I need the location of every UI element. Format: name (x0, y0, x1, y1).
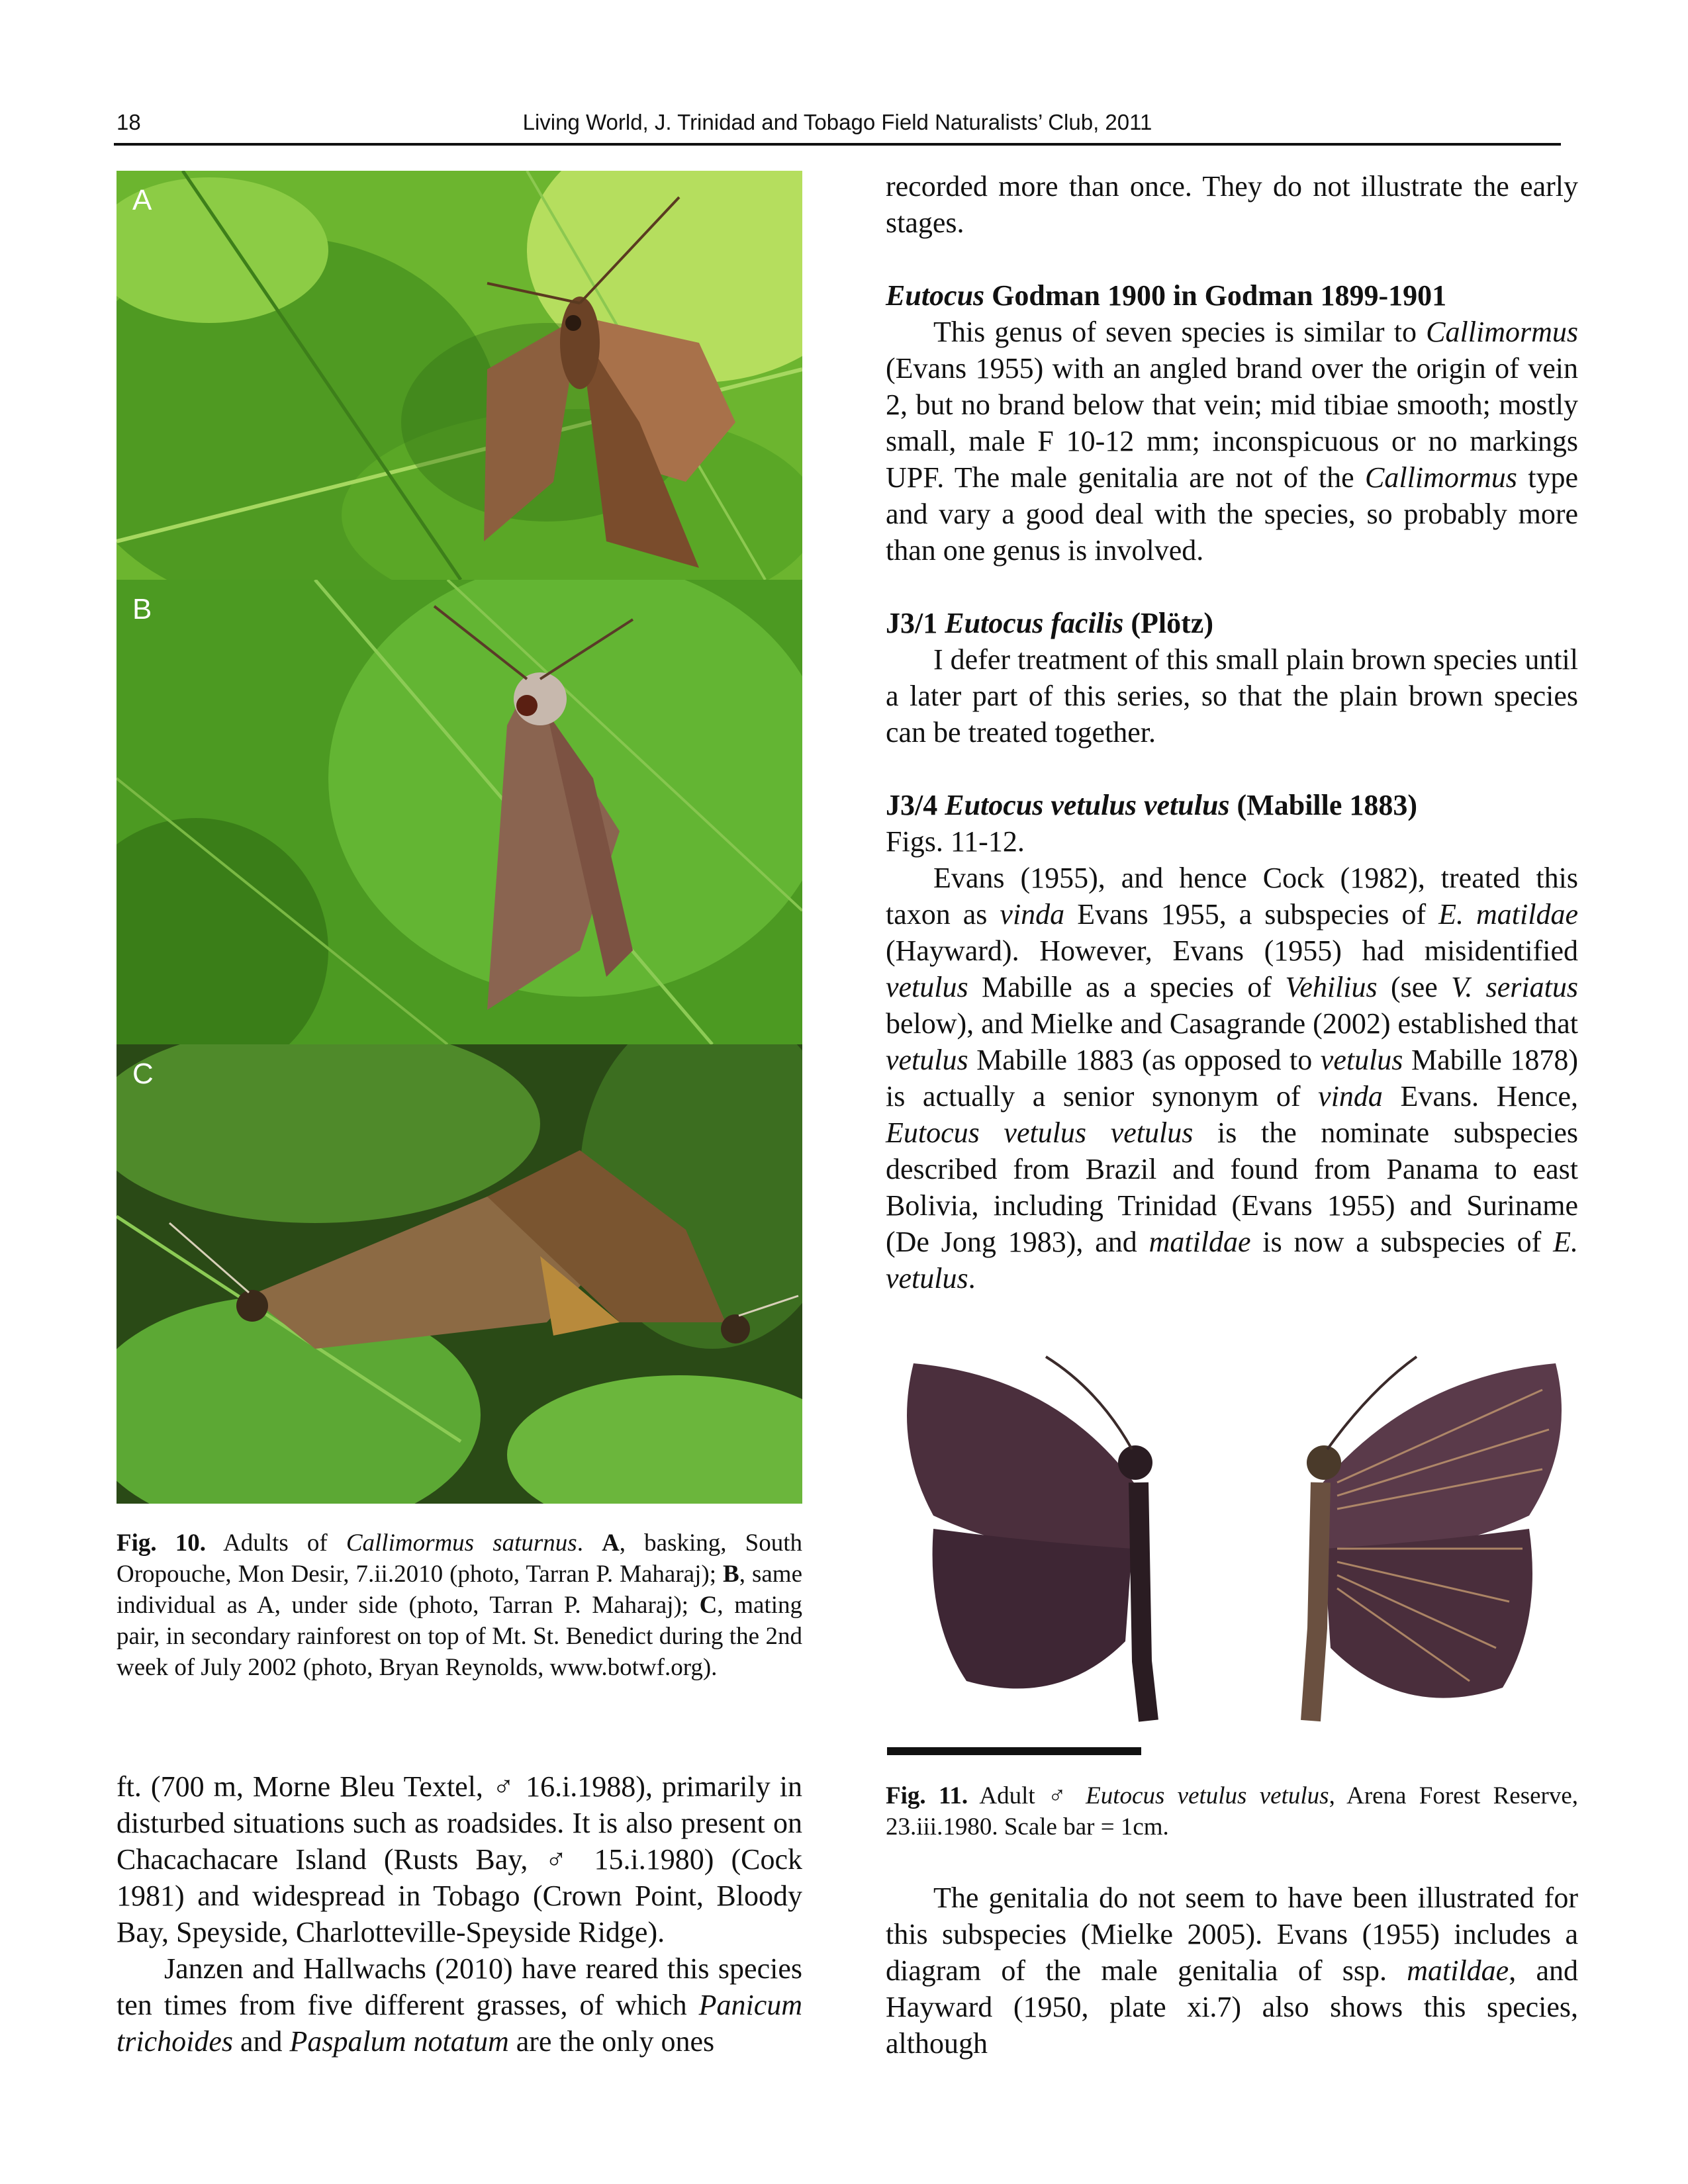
specimen-butterfly-upper-and-under (887, 1350, 1579, 1763)
photo-skipper-basking (117, 171, 802, 580)
right-paragraph-top: recorded more than once. They do not illustrate the early stages. (886, 170, 1578, 239)
panel-label-c: C (132, 1058, 154, 1090)
running-head-title: Living World, J. Trinidad and Tobago Field Naturalists’ Club, 2011 (522, 110, 1152, 134)
running-header (114, 107, 1561, 146)
figure10-panel-c (117, 1044, 802, 1504)
eutocus-heading: Eutocus Godman 1900 in Godman 1899-1901 (886, 279, 1447, 312)
figure10-caption: Fig. 10. Adults of Callimormus saturnus. A, basking, South Oropouche, Mon Desir, 7.ii.2010 (photo, Tarran P. Maharaj); B, same individual as A, under side (photo, Tarran P. Maharaj); C, mating pair, in secondary rainforest on top of Mt. St. Benedict during the 2nd week of July 2002 (photo, Bryan Reynolds, www.botwf.org). (117, 1529, 803, 1681)
caption-fig-label: Fig. 10. (117, 1529, 206, 1557)
figure10-panel-b (117, 580, 802, 1044)
scale-bar (887, 1747, 1141, 1755)
panel-label-b: B (132, 593, 152, 625)
figure10-panel-a (117, 171, 802, 580)
page-number: 18 (117, 110, 141, 134)
right-column-text (886, 168, 1578, 1297)
j34-heading: J3/4 Eutocus vetulus vetulus (Mabille 1883) (886, 789, 1418, 821)
left-column-text (117, 1768, 802, 2060)
j31-paragraph: I defer treatment of this small plain brown species until a later part of this series, so that the plain brown species can be treated together. (886, 643, 1578, 749)
caption-species: Callimormus saturnus (346, 1529, 577, 1557)
eutocus-paragraph: This genus of seven species is similar to Callimormus (Evans 1955) with an angled brand over the origin of vein 2, but no brand below that vein; mid tibiae smooth; mostly small, male F 10-12 mm; inconspicuous or no markings UPF. The male genitalia are not of the Callimormus type and vary a good deal with the species, so probably more than one genus is involved. (886, 316, 1578, 567)
j34-figure-ref: Figs. 11-12. (886, 825, 1025, 858)
genitalia-paragraph: The genitalia do not seem to have been illustrated for this subspecies (Mielke 2005). Evans (1955) includes a diagram of the male genitalia of ssp. matildae, and Hayward (1950, plate xi.7) also shows this species, although (886, 1882, 1578, 2060)
left-paragraph-1: ft. (700 m, Morne Bleu Textel, ♂ 16.i.1988), primarily in disturbed situations such as roadsides. It is also present on Chacachacare Island (Rusts Bay, ♂ 15.i.1980) (Cock 1981) and widespread in Tobago (Crown Point, Bloody Bay, Speyside, Charlotteville-Speyside Ridge). (117, 1770, 802, 1948)
photo-mating-pair (117, 1044, 802, 1504)
figure11-specimen-image (887, 1350, 1579, 1763)
j31-heading: J3/1 Eutocus facilis (Plötz) (886, 607, 1213, 639)
photo-skipper-underside (117, 580, 802, 1044)
right-column-bottom-text (886, 1880, 1578, 2062)
panel-label-a: A (132, 184, 152, 216)
j34-paragraph: Evans (1955), and hence Cock (1982), treated this taxon as vinda Evans 1955, a subspecies of E. matildae (Hayward). However, Evans (1955) had misidentified vetulus Mabille as a species of Vehilius (see V. seriatus below), and Mielke and Casagrande (2002) established that vetulus Mabille 1883 (as opposed to vetulus Mabille 1878) is actually a senior synonym of vinda Evans. Hence, Eutocus vetulus vetulus is the nominate subspecies described from Brazil and found from Panama to east Bolivia, including Trinidad (Evans 1955) and Suriname (De Jong 1983), and matildae is now a subspecies of E. vetulus. (886, 862, 1579, 1295)
figure11-caption: Fig. 11. Adult ♂ Eutocus vetulus vetulus, Arena Forest Reserve, 23.iii.1980. Scale bar = 1cm. (886, 1782, 1579, 1841)
left-paragraph-2: Janzen and Hallwachs (2010) have reared this species ten times from five different grasses, of which Panicum trichoides and Paspalum notatum are the only ones (117, 1952, 802, 2058)
